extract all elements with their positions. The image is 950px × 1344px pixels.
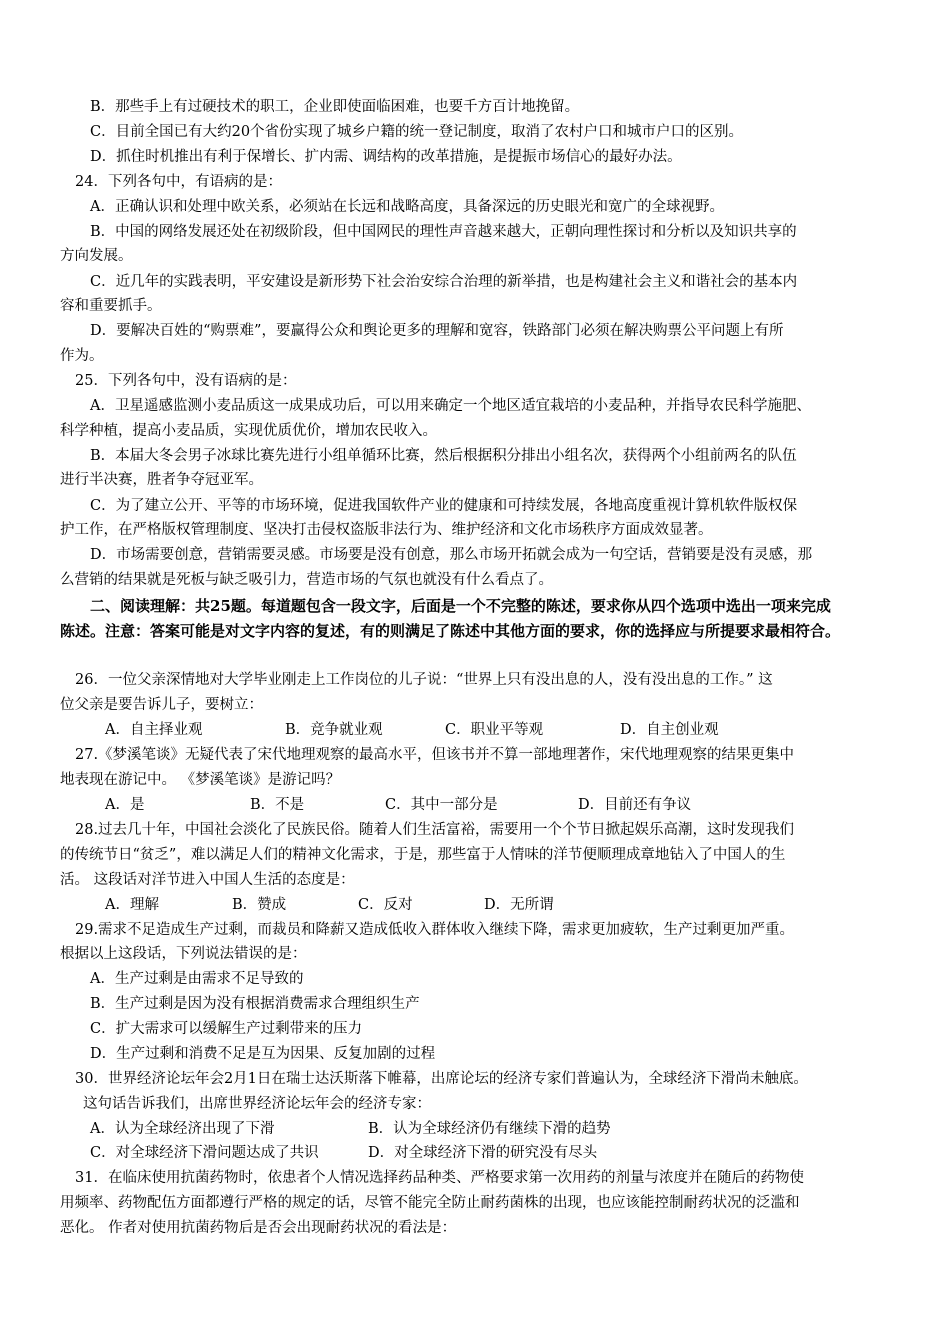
q28-option-a: A．理解 <box>105 897 159 913</box>
q27-option-a: A．是 <box>105 797 145 813</box>
q27-option-c: C．其中一部分是 <box>385 797 498 813</box>
q24-stem: 24．下列各句中，有语病的是： <box>75 174 282 190</box>
q28-option-b: B．赞成 <box>232 897 287 913</box>
q30-option-d: D．对全球经济下滑的研究没有尽头 <box>368 1145 598 1161</box>
q24-option-c-line1: C．近几年的实践表明，平安建设是新形势下社会治安综合治理的新举措，也是构建社会主义和谐社会的基本内 <box>90 274 798 290</box>
q27-stem-line1: 27.《梦溪笔谈》无疑代表了宋代地理观察的最高水平，但该书并不算一部地理著作，宋代地理观察的结果更集中 <box>75 747 795 763</box>
q27-option-d: D．目前还有争议 <box>578 797 692 813</box>
q27-stem-line2: 地表现在游记中。 《梦溪笔谈》是游记吗？ <box>60 772 341 788</box>
q29-stem-line1: 29.需求不足造成生产过剩，而裁员和降薪又造成低收入群体收入继续下降，需求更加疲软，生产过剩更加严重。 <box>75 922 795 938</box>
q26-stem-line1: 26．一位父亲深情地对大学毕业刚走上工作岗位的儿子说：“世界上只有没出息的人，没有没出息的工作。” 这 <box>75 672 773 688</box>
q25-stem: 25．下列各句中，没有语病的是： <box>75 373 297 389</box>
q24-option-b-line1: B．中国的网络发展还处在初级阶段，但中国网民的理性声音越来越大，正朝向理性探讨和分析以及知识共享的 <box>90 224 797 240</box>
q28-stem-line3: 活。 这段话对洋节进入中国人生活的态度是： <box>60 872 355 888</box>
q29-option-a: A．生产过剩是由需求不足导致的 <box>90 971 304 987</box>
q26-option-a: A．自主择业观 <box>105 722 203 738</box>
q25-option-a-line2: 科学种植，提高小麦品质，实现优质优价，增加农民收入。 <box>60 423 437 439</box>
q31-stem-line3: 恶化。 作者对使用抗菌药物后是否会出现耐药状况的看法是： <box>60 1220 457 1236</box>
q29-option-b: B．生产过剩是因为没有根据消费需求合理组织生产 <box>90 996 420 1012</box>
q26-stem-line2: 位父亲是要告诉儿子，要树立： <box>60 697 263 713</box>
q28-option-c: C．反对 <box>358 897 413 913</box>
q30-stem-line2: 这句话告诉我们，出席世界经济论坛年会的经济专家： <box>83 1096 431 1112</box>
q24-option-b-line2: 方向发展。 <box>60 248 133 264</box>
q28-stem-line2: 的传统节日“贫乏”，难以满足人们的精神文化需求，于是，那些富于人情味的洋节便顺理成章地钻入了中国人的生 <box>60 847 786 863</box>
q26-option-d: D．自主创业观 <box>620 722 719 738</box>
q25-option-a-line1: A．卫星遥感监测小麦品质这一成果成功后，可以用来确定一个地区适宜栽培的小麦品种，并指导农民科学施肥、 <box>90 398 811 414</box>
q26-option-b: B．竞争就业观 <box>285 722 383 738</box>
q31-stem-line2: 用频率、药物配伍方面都遵行严格的规定的话，尽管不能完全防止耐药菌株的出现，也应该能控制耐药状况的泛滥和 <box>60 1195 800 1211</box>
q24-option-d-line1: D．要解决百姓的“购票难”，要赢得公众和舆论更多的理解和宽容，铁路部门必须在解决购票公平问题上有所 <box>90 323 784 339</box>
q28-option-d: D．无所谓 <box>484 897 554 913</box>
q24-option-a: A．正确认识和处理中欧关系，必须站在长远和战略高度，具备深远的历史眼光和宽广的全球视野。 <box>90 199 724 215</box>
q25-option-c-line1: C．为了建立公开、平等的市场环境，促进我国软件产业的健康和可持续发展，各地高度重视计算机软件版权保 <box>90 498 798 514</box>
q28-stem-line1: 28.过去几十年，中国社会淡化了民族民俗。随着人们生活富裕，需要用一个个节日掀起娱乐高潮，这时发现我们 <box>75 822 795 838</box>
section-heading-line2: 陈述。注意：答案可能是对文字内容的复述，有的则满足了陈述中其他方面的要求，你的选择应与所提要求最相符合。 <box>60 622 841 640</box>
q25-option-d-line1: D．市场需要创意，营销需要灵感。市场要是没有创意，那么市场开拓就会成为一句空话，营销要是没有灵感，那 <box>90 547 813 563</box>
q23-option-d: D．抓住时机推出有利于保增长、扩内需、调结构的改革措施，是提振市场信心的最好办法。 <box>90 149 682 165</box>
q25-option-c-line2: 护工作，在严格版权管理制度、坚决打击侵权盗版非法行为、维护经济和文化市场秩序方面成效显著。 <box>60 522 713 538</box>
section-heading-line1: 二、阅读理解：共25题。每道题包含一段文字，后面是一个不完整的陈述，要求你从四个选项中选出一项来完成 <box>90 597 831 615</box>
q25-option-d-line2: 么营销的结果就是死板与缺乏吸引力，营造市场的气氛也就没有什么看点了。 <box>60 572 553 588</box>
q30-stem-line1: 30．世界经济论坛年会2月1日在瑞士达沃斯落下帷幕，出席论坛的经济专家们普遍认为，全球经济下滑尚未触底。 <box>75 1071 808 1087</box>
q29-stem-line2: 根据以上这段话，下列说法错误的是： <box>60 946 307 962</box>
q30-option-a: A．认为全球经济出现了下滑 <box>90 1121 275 1137</box>
q23-option-b: B．那些手上有过硬技术的职工，企业即使面临困难，也要千方百计地挽留。 <box>90 99 580 115</box>
q29-option-d: D．生产过剩和消费不足是互为因果、反复加剧的过程 <box>90 1046 436 1062</box>
q27-option-b: B．不是 <box>250 797 305 813</box>
q24-option-d-line2: 作为。 <box>60 348 104 364</box>
q30-option-c: C．对全球经济下滑问题达成了共识 <box>90 1145 319 1161</box>
q29-option-c: C．扩大需求可以缓解生产过剩带来的压力 <box>90 1021 363 1037</box>
q30-option-b: B．认为全球经济仍有继续下滑的趋势 <box>368 1121 611 1137</box>
q31-stem-line1: 31．在临床使用抗菌药物时，依患者个人情况选择药品种类、严格要求第一次用药的剂量与浓度并在随后的药物使 <box>75 1170 804 1186</box>
q23-option-c: C．目前全国已有大约20个省份实现了城乡户籍的统一登记制度，取消了农村户口和城市户口的区别。 <box>90 124 744 140</box>
q26-option-c: C．职业平等观 <box>445 722 544 738</box>
q25-option-b-line2: 进行半决赛，胜者争夺冠亚军。 <box>60 472 263 488</box>
q24-option-c-line2: 容和重要抓手。 <box>60 298 162 314</box>
q25-option-b-line1: B．本届大冬会男子冰球比赛先进行小组单循环比赛，然后根据积分排出小组名次，获得两个小组前两名的队伍 <box>90 448 797 464</box>
